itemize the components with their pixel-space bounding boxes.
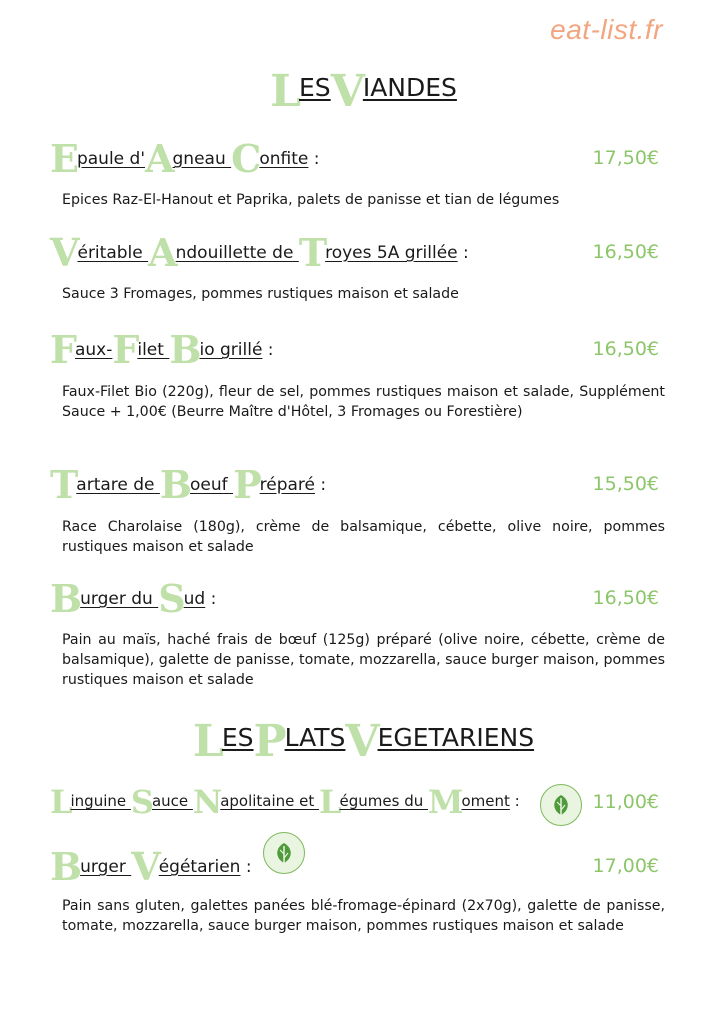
title-part: LATS bbox=[284, 723, 346, 752]
decorative-initial: S bbox=[130, 783, 154, 821]
decorative-initial: A bbox=[148, 230, 178, 275]
menu-item-description: Epices Raz-El-Hanout et Paprika, palets de panisse et tian de légumes bbox=[62, 192, 560, 208]
decorative-initial: A bbox=[145, 136, 175, 181]
menu-item-title bbox=[50, 783, 520, 821]
title-part: ES bbox=[221, 723, 254, 752]
decorative-initial: S bbox=[158, 576, 186, 621]
title-part: EGETARIENS bbox=[377, 723, 535, 752]
title-suffix: : bbox=[315, 475, 327, 495]
menu-item-description: Faux-Filet Bio (220g), fleur de sel, pommes rustiques maison et salade, Supplément Sauce + 1,00€ (Beurre Maître d'Hôtel, 3 Fromages ou Forestière) bbox=[62, 384, 665, 420]
decorative-initial: P bbox=[253, 716, 287, 767]
title-part: ud bbox=[183, 589, 206, 609]
decorative-initial: L bbox=[319, 783, 342, 821]
title-part: éritable bbox=[77, 243, 149, 263]
decorative-initial: N bbox=[192, 783, 223, 821]
decorative-initial: V bbox=[131, 844, 161, 889]
title-part: ES bbox=[299, 73, 331, 102]
title-part: urger bbox=[80, 857, 132, 877]
menu-item-price: 16,50€ bbox=[592, 587, 659, 609]
decorative-initial: V bbox=[50, 230, 80, 275]
title-part: égumes du bbox=[339, 792, 429, 810]
title-suffix: : bbox=[308, 149, 320, 169]
menu-item-title bbox=[50, 576, 217, 621]
menu-item-price: 16,50€ bbox=[592, 338, 659, 360]
decorative-initial: T bbox=[50, 462, 79, 507]
title-part: gneau bbox=[172, 149, 232, 169]
title-part: paule d' bbox=[76, 149, 146, 169]
title-suffix: : bbox=[457, 243, 469, 263]
title-part: ilet bbox=[137, 340, 170, 360]
title-part: réparé bbox=[259, 475, 315, 495]
decorative-initial: V bbox=[330, 66, 365, 117]
decorative-initial: F bbox=[50, 327, 77, 372]
title-suffix: : bbox=[262, 340, 274, 360]
menu-item-title bbox=[50, 844, 252, 889]
title-part: égétarien bbox=[158, 857, 241, 877]
title-part: auce bbox=[151, 792, 193, 810]
decorative-initial: L bbox=[192, 716, 224, 767]
title-part: onfite bbox=[259, 149, 309, 169]
decorative-initial: P bbox=[233, 462, 262, 507]
decorative-initial: V bbox=[345, 716, 380, 767]
menu-item-description: Sauce 3 Fromages, pommes rustiques maison et salade bbox=[62, 286, 459, 302]
menu-item-price: 15,50€ bbox=[592, 473, 659, 495]
decorative-initial: B bbox=[169, 327, 202, 372]
title-part: artare de bbox=[76, 475, 160, 495]
decorative-initial: E bbox=[50, 136, 79, 181]
watermark: eat-list.fr bbox=[550, 14, 663, 45]
menu-item-description: Race Charolaise (180g), crème de balsamique, cébette, olive noire, pommes rustiques maison et salade bbox=[62, 519, 665, 555]
menu-item-description: Pain au maïs, haché frais de bœuf (125g) préparé (olive noire, cébette, crème de balsamique), galette de panisse, tomate, mozzarella, sauce burger maison, pommes rustiques maison et salade bbox=[62, 632, 665, 688]
title-part: oment bbox=[461, 792, 510, 810]
title-suffix: : bbox=[509, 792, 520, 810]
section-title-viandes bbox=[0, 66, 727, 117]
menu-item-price: 17,50€ bbox=[592, 147, 659, 169]
decorative-initial: F bbox=[112, 327, 140, 372]
title-suffix: : bbox=[205, 589, 217, 609]
section-title-plats-vegetariens bbox=[0, 716, 727, 767]
title-part: royes 5A grillée bbox=[325, 243, 458, 263]
vegetarian-leaf-icon bbox=[540, 784, 582, 826]
decorative-initial: B bbox=[50, 576, 83, 621]
menu-item-price: 11,00€ bbox=[592, 791, 659, 813]
title-suffix: : bbox=[240, 857, 252, 877]
decorative-initial: B bbox=[50, 844, 83, 889]
decorative-initial: B bbox=[159, 462, 193, 507]
menu-item-price: 16,50€ bbox=[592, 241, 659, 263]
decorative-initial: L bbox=[270, 66, 302, 117]
menu-item-description: Pain sans gluten, galettes panées blé-fromage-épinard (2x70g), galette de panisse, tomate, mozzarella, sauce burger maison, pommes rustiques maison et salade bbox=[62, 898, 665, 934]
menu-item-title bbox=[50, 136, 320, 181]
vegetarian-leaf-icon bbox=[263, 832, 305, 874]
decorative-initial: T bbox=[298, 230, 328, 275]
menu-item-title bbox=[50, 230, 469, 275]
title-part: aux- bbox=[74, 340, 113, 360]
menu-item-price: 17,00€ bbox=[592, 855, 659, 877]
decorative-initial: C bbox=[231, 136, 262, 181]
title-part: urger du bbox=[80, 589, 159, 609]
decorative-initial: L bbox=[50, 783, 73, 821]
title-part: apolitaine et bbox=[220, 792, 320, 810]
title-part: inguine bbox=[70, 792, 131, 810]
title-part: oeuf bbox=[190, 475, 234, 495]
menu-item-title bbox=[50, 327, 274, 372]
menu-item-title bbox=[50, 462, 327, 507]
decorative-initial: M bbox=[428, 783, 464, 821]
title-part: IANDES bbox=[362, 73, 457, 102]
title-part: io grillé bbox=[199, 340, 263, 360]
title-part: ndouillette de bbox=[175, 243, 299, 263]
